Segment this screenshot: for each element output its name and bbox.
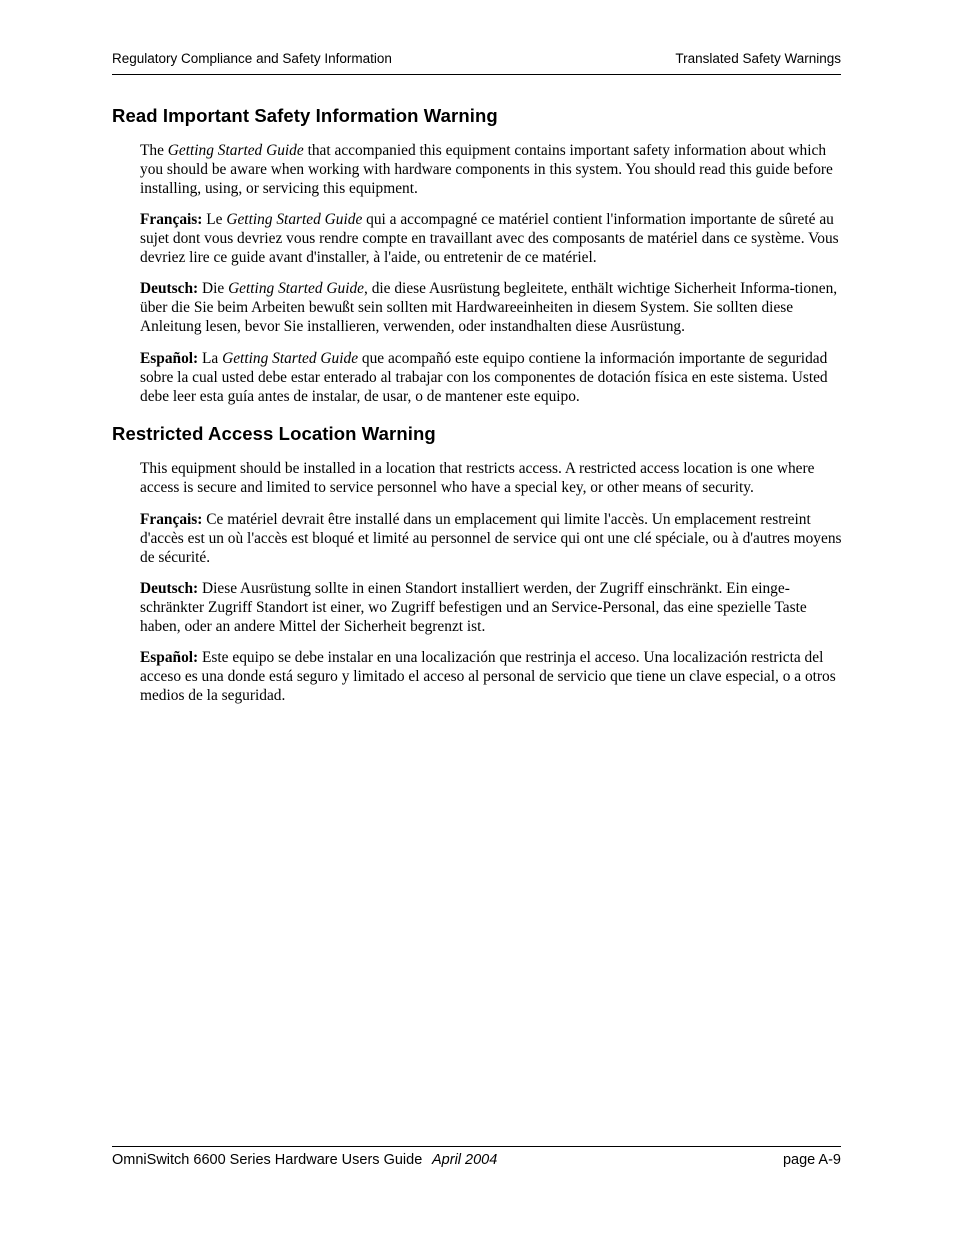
language-label: Français: bbox=[140, 511, 203, 528]
guide-title-italic: Getting Started Guide bbox=[222, 350, 359, 367]
header-right-text: Translated Safety Warnings bbox=[675, 51, 841, 66]
text-run: , die diese Ausrüstung begleitete, enthält wichtige Sicherheit Informa-tionen, über die Sie beim Arbeiten bewußt sein sollten mit Hardwareeinheiten in diesem System. Sie sollten diese Anleitung lesen, bevor Sie installieren, verwenden, oder instandhalten diese Ausrüstung. bbox=[140, 280, 838, 335]
text-run: qui a accompagné ce matériel contient l'information importante de sûreté au sujet dont vous devriez vous rendre compte en travaillant avec des composants de matériel dans ce système. Vous devriez lire ce guide avant d'installer, à l'aide, ou entretenir de ce matériel. bbox=[140, 211, 839, 266]
paragraph-german-restricted bbox=[140, 579, 844, 636]
guide-title-italic: Getting Started Guide bbox=[228, 280, 364, 297]
section-title-safety-information: Read Important Safety Information Warning bbox=[112, 105, 498, 126]
header-left-text: Regulatory Compliance and Safety Information bbox=[112, 51, 392, 66]
language-label: Español: bbox=[140, 649, 199, 666]
page-footer bbox=[112, 1146, 841, 1173]
text-run: Ce matériel devrait être installé dans un emplacement qui limite l'accès. Un emplacement restreint d'accès est un où l'accès est bloqué et limité au personnel de service qui ont une clé spéciale, ou à d'autres moyens de sécurité. bbox=[140, 511, 842, 566]
footer-document-title: OmniSwitch 6600 Series Hardware Users Guide bbox=[112, 1152, 423, 1168]
text-run: The bbox=[140, 142, 168, 159]
language-label: Deutsch: bbox=[140, 580, 199, 597]
language-label: Español: bbox=[140, 350, 199, 367]
guide-title-italic: Getting Started Guide bbox=[226, 211, 363, 228]
text-run: La bbox=[198, 350, 223, 367]
footer-date: April 2004 bbox=[432, 1152, 498, 1168]
paragraph-english-restricted bbox=[140, 459, 844, 497]
text-run: que acompañó este equipo contiene la información importante de seguridad sobre la cual usted debe estar enterado al trabajar con los componentes de dotación física en este sistema. Usted debe leer esta guía antes de instalar, de usar, o de mantener este equipo. bbox=[140, 350, 828, 405]
language-label: Deutsch: bbox=[140, 280, 199, 297]
paragraph-german-safety bbox=[140, 279, 844, 336]
paragraph-french-safety bbox=[140, 210, 844, 267]
text-run: Diese Ausrüstung sollte in einen Standort installiert werden, der Zugriff einschränkt. Ein einge-schränkter Zugriff Standort ist einer, wo Zugriff befestigen und an Service-Personal, das eine spezielle Taste haben, oder an andere Mittel der Sicherheit begrenzt ist. bbox=[140, 580, 807, 635]
paragraph-english-safety bbox=[140, 141, 844, 198]
footer-page-number: page A-9 bbox=[782, 1152, 841, 1168]
text-run: that accompanied this equipment contains important safety information about which you should be aware when working with hardware components in this system. You should read this guide before installing, using, or servicing this equipment. bbox=[140, 142, 833, 197]
text-run: Die bbox=[198, 280, 229, 297]
text-run: This equipment should be installed in a location that restricts access. A restricted access location is one where access is secure and limited to service personnel who have a special key, or other means of security. bbox=[140, 460, 815, 496]
text-run: Este equipo se debe instalar en una localización que restrinja el acceso. Una localización restricta del acceso es una donde está seguro y limitado el acceso al personal de servicio que tiene un clave especial, o a otros medios de la seguridad. bbox=[140, 649, 836, 704]
page-header bbox=[112, 50, 841, 75]
text-run: Le bbox=[202, 211, 227, 228]
paragraph-spanish-restricted bbox=[140, 648, 844, 705]
section-title-restricted-access: Restricted Access Location Warning bbox=[112, 423, 436, 444]
paragraph-spanish-safety bbox=[140, 349, 844, 406]
guide-title-italic: Getting Started Guide bbox=[167, 142, 304, 159]
paragraph-french-restricted bbox=[140, 510, 844, 567]
language-label: Français: bbox=[140, 211, 203, 228]
